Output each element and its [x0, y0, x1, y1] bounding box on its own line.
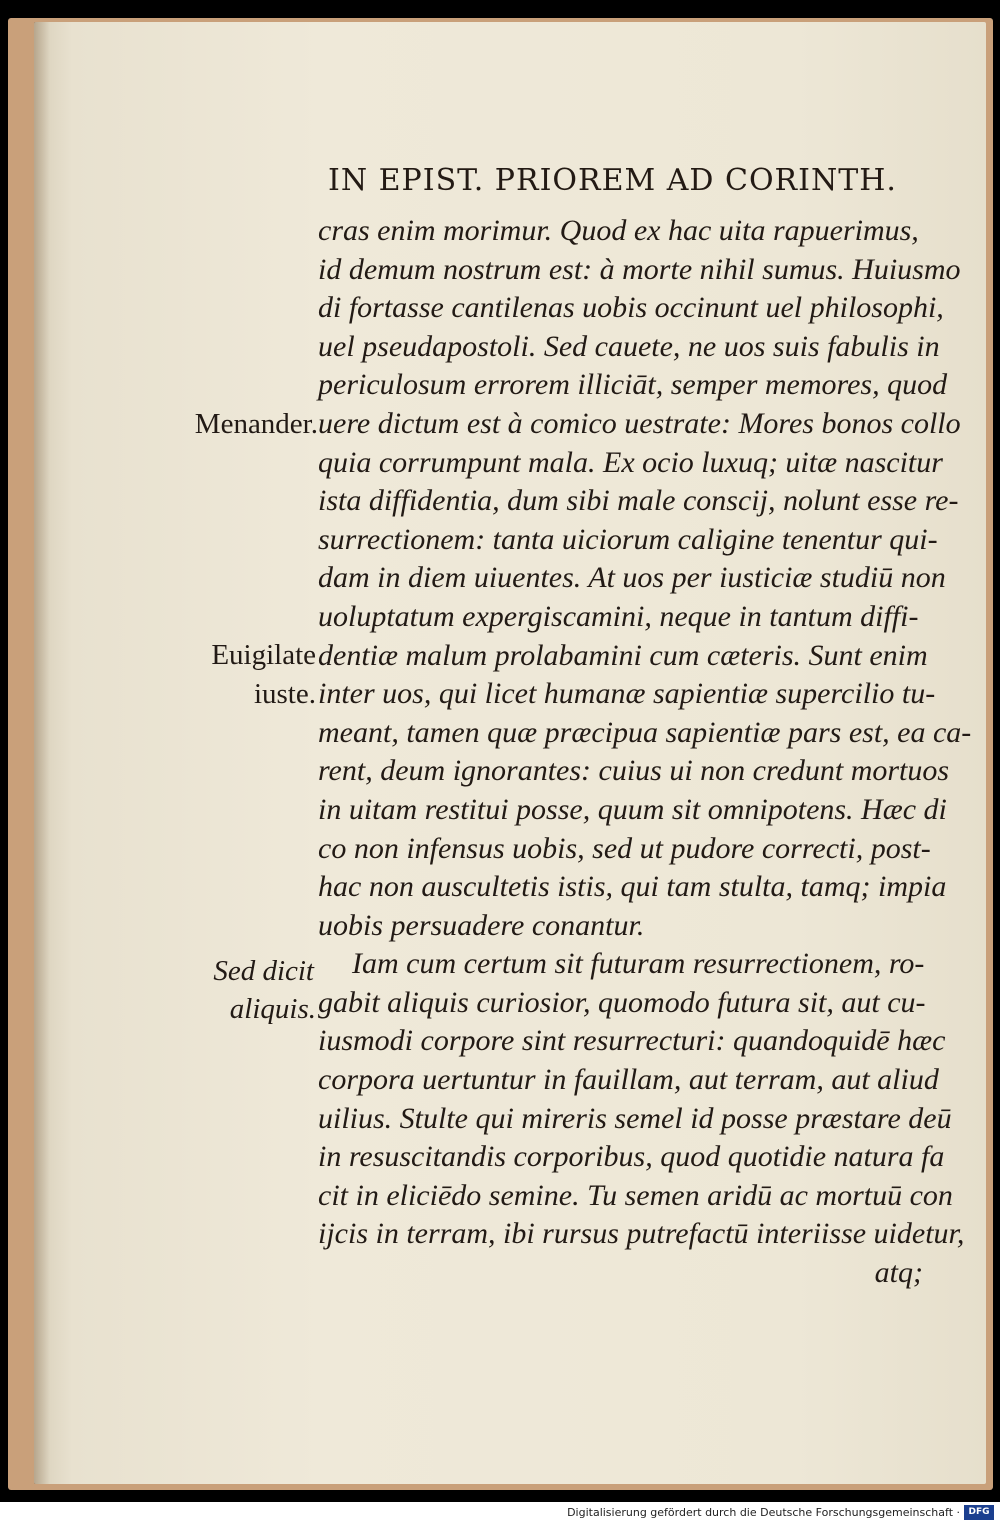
text-line: gabit aliquis curiosior, quomodo futura sit, aut cu-	[318, 985, 926, 1019]
text-line: cras enim morimur. Quod ex hac uita rapuerimus,	[318, 214, 919, 247]
text-line: rent, deum ignorantes: cuius ui non credunt mortuos	[318, 754, 950, 788]
text-line: inter uos, qui licet humanæ sapientiæ supercilio tu-	[318, 677, 936, 711]
catchword: atq;	[874, 1256, 923, 1290]
marginal-note-euigilate: Euigilate	[211, 639, 316, 671]
text-line: id demum nostrum est: à morte nihil sumus. Huiusmo	[318, 252, 961, 286]
marginal-note-iuste: iuste.	[253, 678, 316, 710]
text-line: uoluptatum expergiscamini, neque in tantum diffi-	[318, 599, 919, 633]
text-line: uilius. Stulte qui mireris semel id posse præstare deū	[318, 1101, 952, 1135]
text-line: ista diffidentia, dum sibi male conscij, nolunt esse re-	[318, 484, 959, 518]
text-line: meant, tamen quæ præcipua sapientiæ pars est, ea ca-	[318, 715, 972, 749]
text-line: periculosum errorem illiciāt, semper memores, quod	[318, 368, 948, 402]
gutter-shadow	[34, 22, 50, 1484]
text-line: Iam cum certum sit futuram resurrectionem, ro-	[352, 947, 925, 981]
text-line: dentiæ malum prolabamini cum cæteris. Sunt enim	[318, 638, 928, 672]
text-line: in uitam restitui posse, quum sit omnipotens. Hæc di	[318, 792, 947, 826]
funding-credit: Digitalisierung gefördert durch die Deutsche Forschungsgemeinschaft ·	[567, 1506, 960, 1519]
text-line: in resuscitandis corporibus, quod quotidie natura fa	[318, 1140, 945, 1174]
marginal-note-menander: Menander.	[194, 408, 318, 440]
text-line: uel pseudapostoli. Sed cauete, ne uos suis fabulis in	[318, 329, 940, 363]
footer-bar	[0, 1502, 1000, 1524]
text-line: uere dictum est à comico uestrate: Mores bonos collo	[318, 406, 961, 440]
text-line: cit in eliciēdo semine. Tu semen aridū ac mortuū con	[318, 1178, 953, 1212]
text-line: hac non auscultetis istis, qui tam stulta, tamq; impia	[318, 870, 947, 904]
marginal-note-aliquis: aliquis.	[229, 993, 316, 1025]
text-line: corpora uertuntur in fauillam, aut terram, aut aliud	[318, 1063, 939, 1097]
text-line: surrectionem: tanta uiciorum caligine tenentur qui-	[318, 522, 938, 556]
text-line: iusmodi corpore sint resurrecturi: quandoquidē hæc	[318, 1024, 946, 1058]
text-line: dam in diem uiuentes. At uos per iusticiæ studiū non	[318, 561, 946, 595]
dfg-logo: DFG	[964, 1505, 994, 1520]
text-line: uobis persuadere conantur.	[318, 908, 645, 942]
marginal-note-sed-dicit: Sed dicit	[213, 955, 314, 987]
text-line: ijcis in terram, ibi rursus putrefactū interiisse uidetur,	[318, 1217, 965, 1251]
text-line: co non infensus uobis, sed ut pudore correcti, post-	[318, 831, 931, 865]
running-title: IN EPIST. PRIOREM AD CORINTH.	[328, 163, 897, 198]
body-text	[318, 212, 972, 1293]
text-line: quia corrumpunt mala. Ex ocio luxuq; uitæ nascitur	[318, 445, 943, 479]
text-line: di fortasse cantilenas uobis occinunt uel philosophi,	[318, 291, 944, 325]
